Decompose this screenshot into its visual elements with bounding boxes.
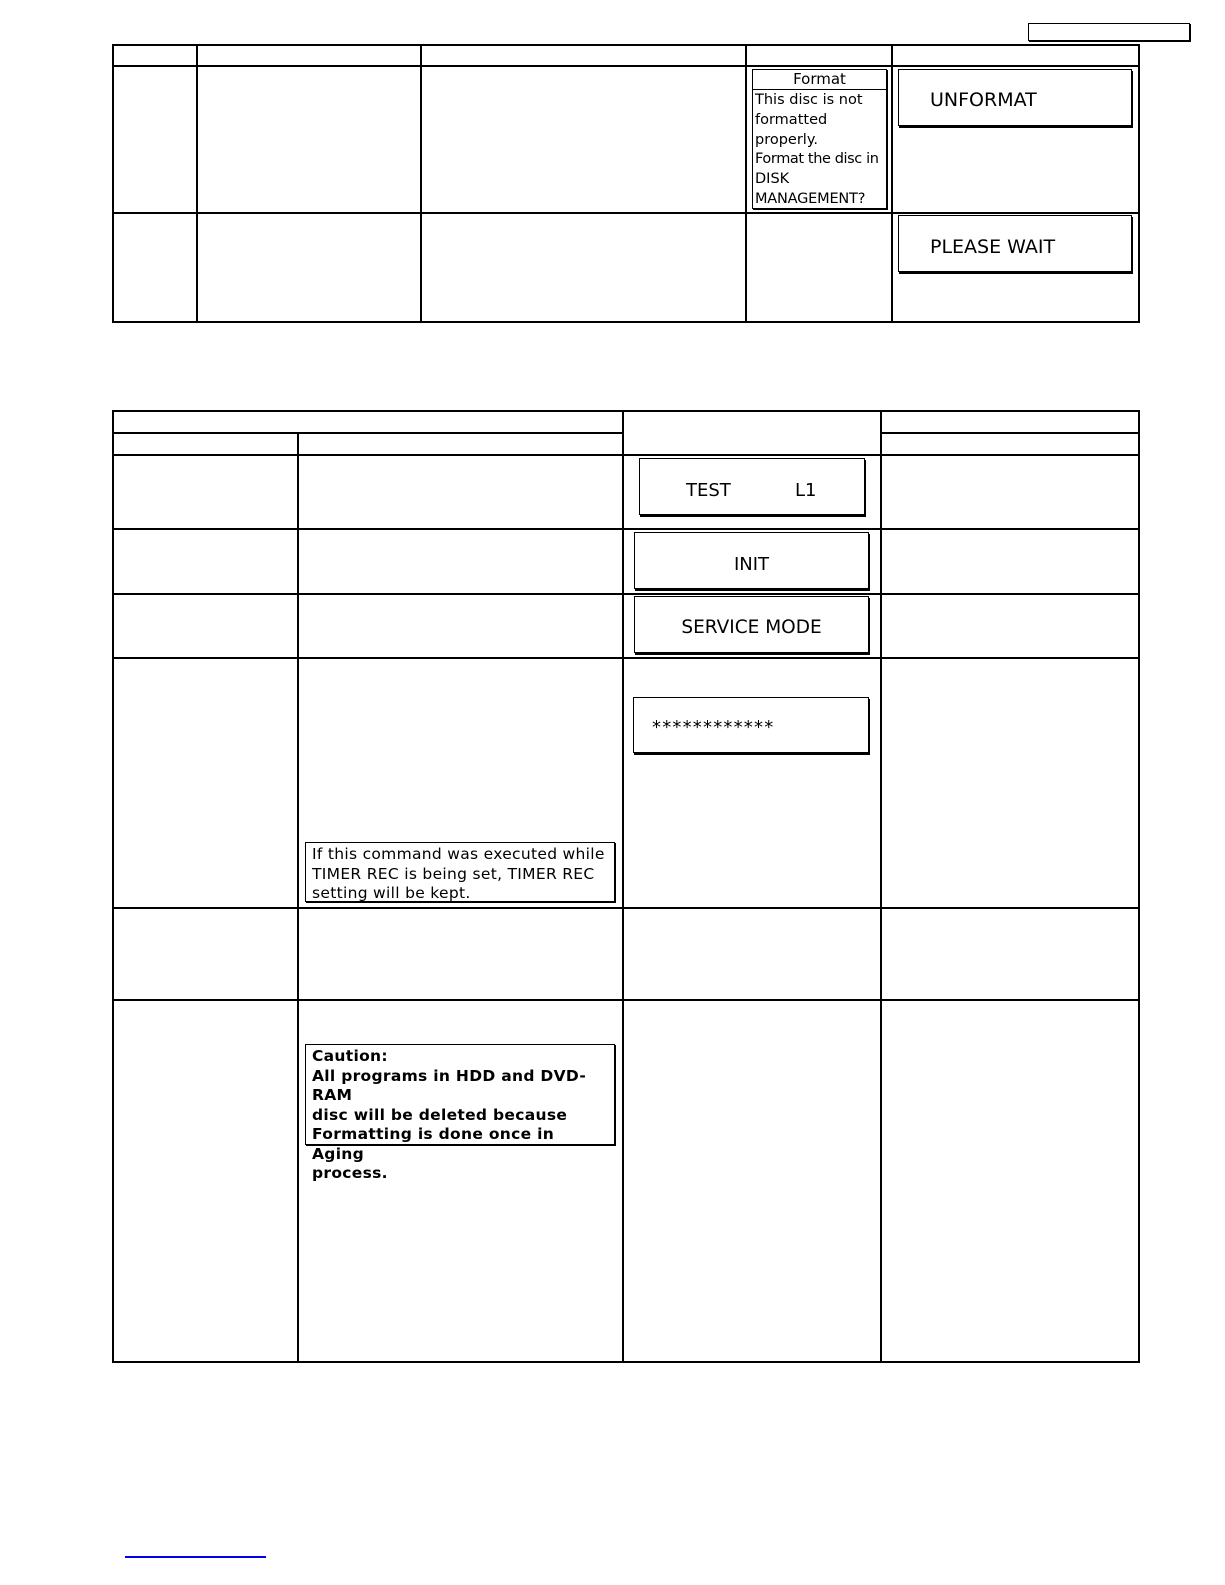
stars-display — [633, 697, 869, 753]
footer-link[interactable] — [125, 1556, 266, 1558]
caution-note-line: Formatting is done once in Aging — [312, 1125, 555, 1163]
table-1-border-right — [1138, 44, 1140, 323]
table-2-row-line — [112, 907, 1140, 909]
table-2-row-line — [112, 528, 1140, 530]
timer-rec-note — [305, 842, 615, 902]
table-2-header-line — [112, 432, 624, 434]
init-display-text: INIT — [733, 554, 770, 575]
model-number-box — [1028, 23, 1190, 41]
test-display — [639, 458, 865, 515]
format-dialog-title: Format — [753, 70, 886, 90]
table-2-header-line — [881, 432, 1140, 434]
please-wait-display — [898, 215, 1132, 272]
timer-rec-note-line: TIMER REC is being set, TIMER REC — [312, 864, 595, 883]
table-2-row-line — [112, 593, 1140, 595]
caution-note-title: Caution: — [312, 1047, 388, 1065]
service-mode-display — [634, 596, 869, 653]
table-2-col-line — [297, 432, 299, 1363]
table-2-row-line — [112, 999, 1140, 1001]
table-1-border-bottom — [112, 321, 1140, 323]
table-1-col-line — [420, 44, 422, 323]
format-dialog-line: formatted — [755, 111, 828, 128]
table-1-header-line — [112, 65, 1140, 67]
please-wait-display-text: PLEASE WAIT — [930, 236, 1056, 258]
caution-note-line: disc will be deleted because — [312, 1105, 568, 1124]
table-2-col-line — [880, 410, 882, 1363]
caution-note-line: All programs in HDD and DVD-RAM — [312, 1066, 587, 1104]
table-1-row-line — [112, 212, 1140, 214]
format-dialog-line: properly. — [755, 131, 818, 148]
timer-rec-note-line: setting will be kept. — [312, 884, 471, 902]
table-2-border-bottom — [112, 1361, 1140, 1363]
table-1-border-top — [112, 44, 1140, 46]
timer-rec-note-line: If this command was executed while — [312, 845, 605, 863]
stars-display-text: ************ — [652, 717, 775, 738]
test-display-text: TEST — [686, 480, 731, 501]
caution-note — [305, 1044, 615, 1182]
caution-note-line: process. — [312, 1164, 388, 1182]
unformat-display-text: UNFORMAT — [930, 89, 1037, 111]
service-mode-display-text: SERVICE MODE — [681, 617, 822, 638]
table-2-col-line — [622, 410, 624, 1363]
format-dialog-line: MANAGEMENT? — [755, 190, 866, 207]
init-display — [634, 532, 869, 589]
table-1-border-left — [112, 44, 114, 323]
format-dialog-line: Format the disc in — [755, 151, 879, 168]
table-1-col-line — [196, 44, 198, 323]
format-dialog-body — [753, 90, 886, 211]
table-2-header-line — [112, 454, 1140, 456]
table-1-col-line — [891, 44, 893, 323]
table-1-col-line — [745, 44, 747, 323]
table-2-border-top — [112, 410, 1140, 412]
format-dialog-line: This disc is not — [755, 92, 863, 108]
table-2-border-right — [1138, 410, 1140, 1363]
format-dialog — [752, 69, 887, 209]
format-dialog-line: DISK — [755, 171, 790, 188]
test-display-suffix: L1 — [795, 480, 817, 501]
table-2-border-left — [112, 410, 114, 1363]
table-2-row-line — [112, 657, 1140, 659]
unformat-display — [898, 69, 1132, 126]
